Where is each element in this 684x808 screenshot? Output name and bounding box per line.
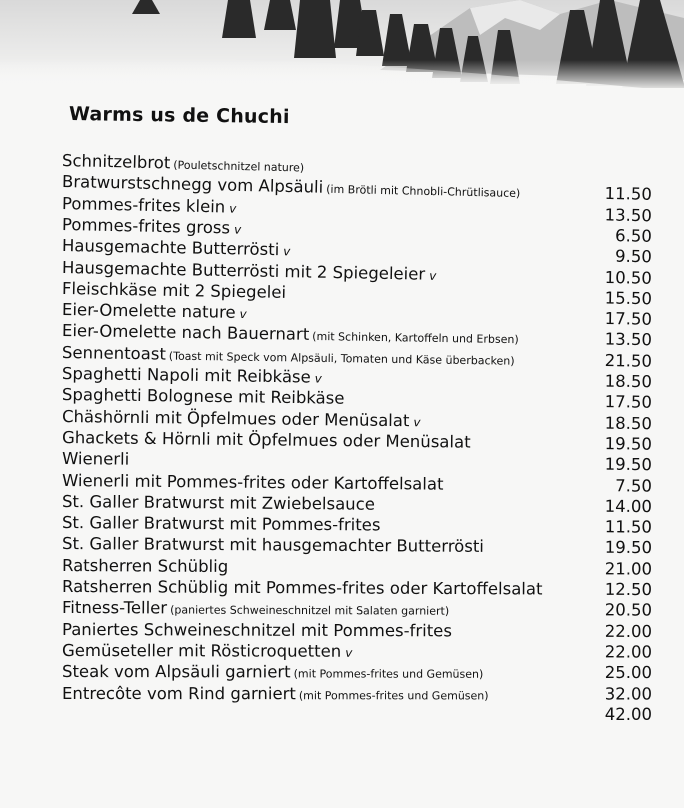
dish-note: (mit Pommes-frites und Gemüsen) (298, 688, 489, 702)
dish-note: (mit Schinken, Kartoffeln und Erbsen) (312, 330, 519, 347)
dish-price: 12.50 (604, 579, 653, 600)
dish-price: 18.50 (604, 413, 653, 433)
dish-name: St. Galler Bratwurst mit Zwiebelsauce (61, 491, 375, 514)
dish-name: Wienerli mit Pommes-frites oder Kartoffelsalat (61, 470, 444, 494)
dish-price: 14.00 (604, 496, 653, 516)
dish-name: Pommes-frites klein (61, 193, 226, 217)
dish (62, 555, 228, 578)
dish-price: 18.50 (604, 371, 653, 392)
dish-name: St. Galler Bratwurst mit Pommes-frites (61, 513, 381, 535)
dish-note: (paniertes Schweineschnitzel mit Salaten garniert) (170, 603, 450, 618)
dish-name: Spaghetti Bolognese mit Reibkäse (61, 385, 345, 408)
dish-name: Schnitzelbrot (61, 151, 171, 173)
dish-name: Bratwurstschnegg vom Alpsäuli (61, 172, 324, 197)
dish-name: Ghackets & Hörnli mit Öpfelmues oder Menüsalat (61, 427, 471, 452)
dish-name: Ratsherren Schüblig (61, 555, 229, 576)
dish-name: Fleischkäse mit 2 Spiegelei (61, 278, 287, 302)
dish-price: 11.50 (604, 517, 653, 537)
dish-price: 19.50 (604, 538, 653, 558)
dish-price: 9.50 (614, 246, 653, 267)
menu-item (62, 597, 662, 622)
dish-name: Paniertes Schweineschnitzel mit Pommes-frites (61, 619, 452, 640)
dish-name: Fitness-Teller (61, 598, 168, 618)
dish-name: Eier-Omelette nach Bauernart (61, 321, 310, 345)
dish-name: Ratsherren Schüblig mit Pommes-frites oder Kartoffelsalat (61, 577, 543, 599)
dish-name: Chäshörnli mit Öpfelmues oder Menüsalat (61, 406, 410, 430)
menu-item (62, 704, 662, 726)
dish-name: Entrecôte vom Rind garniert (61, 683, 296, 703)
dish-price: 15.50 (604, 288, 653, 309)
menu-item (62, 661, 662, 684)
dish (62, 448, 129, 471)
dish-price: 17.50 (604, 392, 653, 413)
dish-price: 13.50 (604, 329, 653, 350)
vegetarian-mark-icon: v (239, 307, 247, 322)
dish-price: 6.50 (614, 225, 653, 246)
dish-price: 42.00 (604, 704, 652, 724)
dish-name: St. Galler Bratwurst mit hausgemachter Butterrösti (61, 534, 484, 557)
dish-price: 11.50 (604, 184, 653, 205)
dish-name: Wienerli (61, 449, 130, 469)
dish-name: Pommes-frites gross (61, 214, 231, 238)
dish-price: 32.00 (604, 683, 653, 704)
vegetarian-mark-icon: v (229, 201, 237, 216)
dish-price: 22.00 (604, 621, 653, 641)
dish-name: Sennentoast (61, 342, 167, 364)
dish-name: Steak vom Alpsäuli garniert (61, 662, 291, 682)
dish-price: 22.00 (604, 642, 653, 662)
vegetarian-mark-icon: v (413, 414, 421, 429)
dish-note: (Toast mit Speck vom Alpsäuli, Tomaten und Käse überbacken) (168, 349, 515, 368)
dish-price (582, 162, 652, 164)
menu-item (62, 619, 662, 643)
menu-item (62, 683, 662, 706)
dish-price: 25.00 (604, 663, 653, 683)
vegetarian-mark-icon: v (429, 268, 437, 283)
dish (62, 619, 452, 642)
dish-note: (mit Pommes-frites und Gemüsen) (293, 667, 484, 681)
dish-name: Hausgemachte Butterrösti (61, 236, 280, 260)
dish-price: 13.50 (604, 204, 653, 225)
menu-item (62, 640, 662, 664)
dish-price: 20.50 (604, 600, 653, 620)
dish-price: 19.50 (604, 434, 653, 454)
dish-price: 21.50 (604, 350, 653, 371)
dish-price: 10.50 (604, 267, 653, 288)
vegetarian-mark-icon: v (283, 244, 291, 259)
dish-price: 21.00 (604, 559, 653, 579)
dish-price: 19.50 (604, 454, 653, 475)
vegetarian-mark-icon: v (345, 645, 353, 660)
dish-price: 7.50 (615, 475, 653, 496)
dish-name: Gemüseteller mit Rösticroquetten (61, 640, 342, 661)
dish-name: Hausgemachte Butterrösti mit 2 Spiegeleier (61, 257, 426, 284)
dish-price: 17.50 (604, 309, 653, 329)
vegetarian-mark-icon: v (233, 222, 242, 237)
dish-name: Spaghetti Napoli mit Reibkäse (61, 364, 311, 387)
dish-name: Eier-Omelette nature (61, 300, 236, 322)
dish-note: (im Brötli mit Chnobli-Chrütlisauce) (326, 183, 521, 201)
dish-note: (Pouletschnitzel nature) (173, 158, 305, 175)
vegetarian-mark-icon: v (314, 371, 322, 386)
section-title: Warms us de Chuchi (68, 103, 290, 129)
